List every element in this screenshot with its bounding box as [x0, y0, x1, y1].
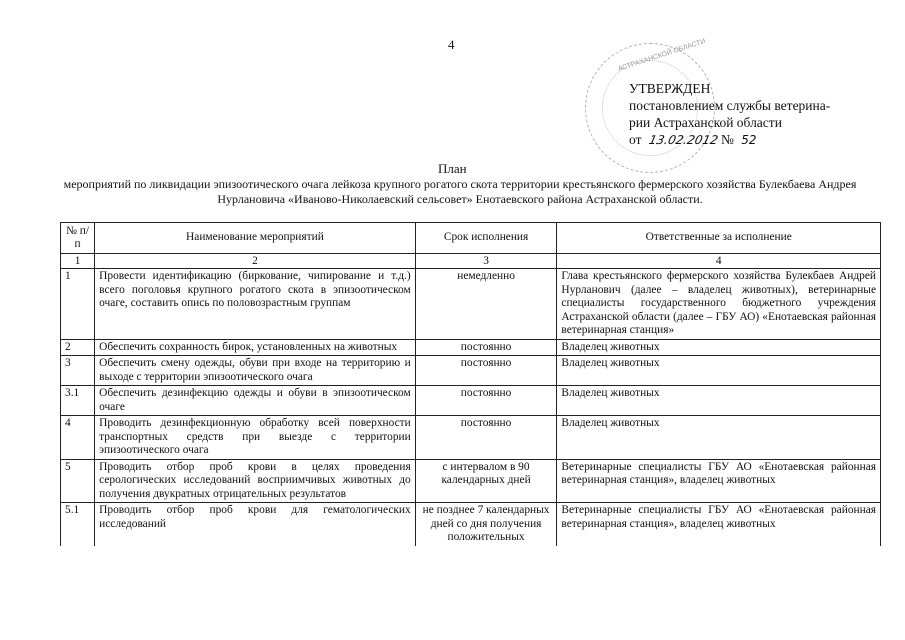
row-num: 1: [61, 269, 95, 340]
header-responsible: Ответственные за исполнение: [557, 223, 881, 254]
row-term: постоянно: [415, 339, 557, 356]
approval-block: [629, 80, 830, 149]
index-cell: 2: [95, 254, 416, 269]
measures-table: [60, 222, 881, 546]
row-responsible: Владелец животных: [557, 339, 881, 356]
row-name: Обеспечить смену одежды, обуви при входе на территорию и выходе с территории эпизоотического очага: [95, 356, 416, 386]
approval-line-2: рии Астраханской области: [629, 115, 782, 130]
row-term: постоянно: [415, 386, 557, 416]
row-responsible: Глава крестьянского фермерского хозяйства Булекбаев Андрей Нурланович (далее – владелец животных), ветеринарные специалисты государственного бюджетного учреждения Астраханской области (далее – ГБУ АО) «Енотаевская районная ветеринарная станция»: [557, 269, 881, 340]
index-cell: 3: [415, 254, 557, 269]
header-term: Срок исполнения: [415, 223, 557, 254]
row-responsible: Ветеринарные специалисты ГБУ АО «Енотаевская районная ветеринарная станция», владелец животных: [557, 503, 881, 546]
row-responsible: Владелец животных: [557, 386, 881, 416]
row-num: 3.1: [61, 386, 95, 416]
approval-number-sign: №: [720, 132, 734, 147]
index-cell: 4: [557, 254, 881, 269]
plan-subtitle: мероприятий по ликвидации эпизоотического очага лейкоза крупного рогатого скота территории крестьянского фермерского хозяйства Булекбаева Андрея Нурлановича «Иваново-Николаевский сельсовет» Енотаевского района Астраханской области.: [63, 177, 857, 206]
index-cell: 1: [61, 254, 95, 269]
header-name: Наименование мероприятий: [95, 223, 416, 254]
row-num: 5: [61, 459, 95, 503]
approval-from-label: от: [629, 132, 642, 147]
table-row: [61, 459, 881, 503]
row-num: 2: [61, 339, 95, 356]
table-index-row: [61, 254, 881, 269]
approval-date: 13.02.2012: [647, 133, 720, 147]
page-number: 4: [448, 37, 455, 52]
row-responsible: Владелец животных: [557, 356, 881, 386]
row-term: постоянно: [415, 416, 557, 460]
header-num: № п/п: [61, 223, 95, 254]
approval-line-1: постановлением службы ветерина-: [629, 98, 831, 113]
row-name: Обеспечить дезинфекцию одежды и обуви в эпизоотическом очаге: [95, 386, 416, 416]
table-row: [61, 339, 881, 356]
approval-number: 52: [741, 133, 757, 147]
row-responsible: Ветеринарные специалисты ГБУ АО «Енотаевская районная ветеринарная станция», владелец животных: [557, 459, 881, 503]
row-num: 3: [61, 356, 95, 386]
row-name: Обеспечить сохранность бирок, установленных на животных: [95, 339, 416, 356]
row-term: не позднее 7 календарных дней со дня получения положительных: [415, 503, 557, 546]
table-row: [61, 503, 881, 546]
approval-title: УТВЕРЖДЕН: [629, 81, 711, 96]
plan-title: План: [438, 161, 467, 176]
row-term: постоянно: [415, 356, 557, 386]
row-name: Провести идентификацию (биркование, чипирование и т.д.) всего поголовья крупного рогатого скота в эпизоотическом очаге, составить опись по половозрастным группам: [95, 269, 416, 340]
table-row: [61, 386, 881, 416]
seal-text: АСТРАХАНСКОЙ ОБЛАСТИ: [617, 38, 707, 73]
row-term: немедленно: [415, 269, 557, 340]
approval-date-line: [629, 131, 830, 149]
table-row: [61, 356, 881, 386]
row-term: с интервалом в 90 календарных дней: [415, 459, 557, 503]
row-name: Проводить отбор проб крови в целях проведения серологических исследований восприимчивых животных до получения двукратных отрицательных результатов: [95, 459, 416, 503]
table-row: [61, 269, 881, 340]
table-row: [61, 416, 881, 460]
row-num: 5.1: [61, 503, 95, 546]
row-name: Проводить отбор проб крови для гематологических исследований: [95, 503, 416, 546]
table-header-row: [61, 223, 881, 254]
row-num: 4: [61, 416, 95, 460]
row-responsible: Владелец животных: [557, 416, 881, 460]
row-name: Проводить дезинфекционную обработку всей поверхности транспортных средств при выезде с территории эпизоотического очага: [95, 416, 416, 460]
